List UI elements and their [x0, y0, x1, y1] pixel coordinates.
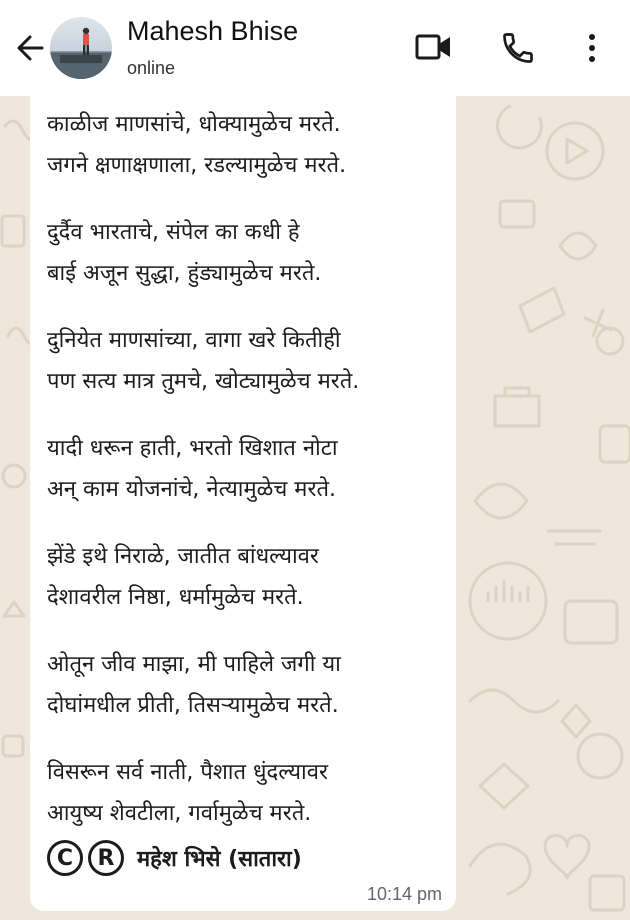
video-call-icon[interactable]	[414, 30, 454, 64]
poem-line: दुनियेत माणसांच्या, वागा खरे कितीही	[47, 328, 341, 353]
message-timestamp: 10:14 pm	[366, 884, 442, 904]
contact-name[interactable]: Mahesh Bhise	[127, 16, 299, 46]
poem-line: जगने क्षणाक्षणाला, रडल्यामुळेच मरते.	[47, 153, 347, 178]
poem-stanza	[47, 536, 456, 618]
poem-line: देशावरील निष्ठा, धर्मामुळेच मरते.	[47, 585, 304, 610]
poem-line: दोघांमधील प्रीती, तिसऱ्यामुळेच मरते.	[47, 693, 339, 718]
poem-line: झेंडे इथे निराळे, जातीत बांधल्यावर	[47, 544, 319, 569]
registered-icon: R	[88, 840, 124, 876]
poem-line: पण सत्य मात्र तुमचे, खोट्यामुळेच मरते.	[47, 369, 360, 394]
message-bubble[interactable]	[30, 96, 456, 911]
poem-stanza	[47, 644, 456, 726]
poem-stanza	[47, 428, 456, 510]
poem-line: काळीज माणसांचे, धोक्यामुळेच मरते.	[47, 112, 341, 137]
poem-stanza	[47, 212, 456, 294]
signature-text: महेश भिसे (सातारा)	[137, 847, 302, 872]
phone-icon[interactable]	[500, 30, 536, 66]
arrow-left-icon[interactable]	[12, 28, 52, 68]
signature-row	[47, 836, 456, 880]
poem-line: विसरून सर्व नाती, पैशात धुंदल्यावर	[47, 760, 328, 785]
poem-stanza	[47, 104, 456, 186]
poem-line: अन् काम योजनांचे, नेत्यामुळेच मरते.	[47, 477, 336, 502]
poem-stanza	[47, 320, 456, 402]
poem-line: ओतून जीव माझा, मी पाहिले जगी या	[47, 652, 341, 677]
more-vert-icon[interactable]	[580, 30, 604, 66]
poem-line: आयुष्य शेवटीला, गर्वामुळेच मरते.	[47, 801, 312, 826]
contact-status: online	[127, 58, 176, 78]
chat-header	[0, 0, 630, 96]
poem-stanza	[47, 752, 456, 834]
poem-line: बाई अजून सुद्धा, हुंड्यामुळेच मरते.	[47, 261, 322, 286]
poem-line: यादी धरून हाती, भरतो खिशात नोटा	[47, 436, 338, 461]
poem-line: दुर्दैव भारताचे, संपेल का कधी हे	[47, 220, 300, 245]
copyright-icon: C	[47, 840, 83, 876]
avatar[interactable]	[50, 17, 112, 79]
